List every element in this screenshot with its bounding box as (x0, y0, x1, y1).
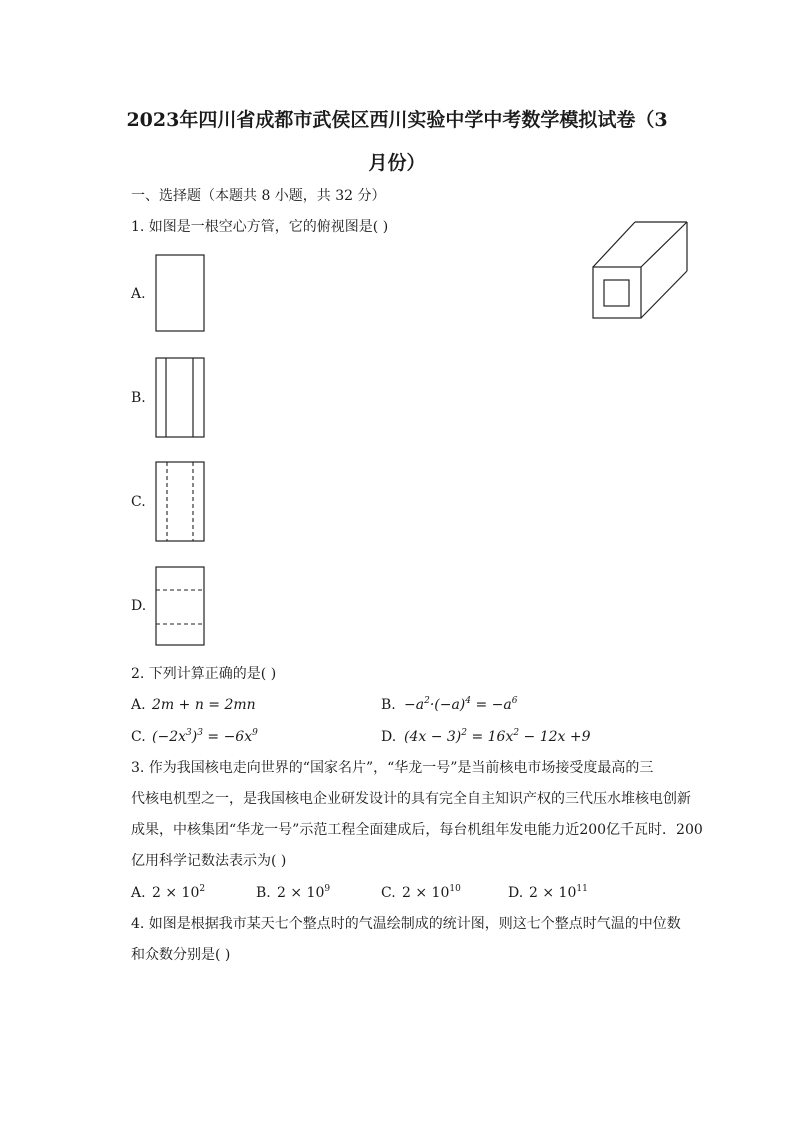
q3-option-b-expr: $2 \times 10^9$ (277, 884, 331, 901)
question-3-line3: 成果，中核集团“华龙一号”示范工程全面建成后，每台机组年发电能力近200亿千瓦时．200 (131, 822, 703, 838)
q2-option-b-expr: $-a^2\cdot(-a)^4 = -a^6$ (404, 696, 518, 713)
q2-option-a-label[interactable]: A. (131, 697, 146, 713)
q3-option-d-expr: $2 \times 10^{11}$ (529, 884, 588, 901)
section-heading: 一、选择题（本题共 8 小题，共 32 分） (131, 188, 386, 204)
q2-option-c-label[interactable]: C. (131, 729, 146, 745)
q1-option-c-label[interactable]: C. (131, 494, 146, 510)
q3-option-a-expr: $2 \times 10^2$ (152, 884, 206, 901)
q3-option-a-label[interactable]: A. (131, 885, 146, 901)
q1-option-a-label[interactable]: A. (131, 286, 146, 302)
q3-option-b-label[interactable]: B. (256, 885, 271, 901)
q1-option-b-label[interactable]: B. (131, 390, 146, 406)
page-title-line1: 2023年四川省成都市武侯区西川实验中学中考数学模拟试卷（3 (126, 109, 668, 131)
q1-option-c-figure (155, 461, 205, 542)
hollow-tube-figure (590, 219, 692, 321)
q3-option-c-label[interactable]: C. (381, 885, 396, 901)
q2-option-d-expr: $(4x - 3)^2 = 16x^2 - 12x +9$ (404, 728, 591, 745)
q1-option-d-figure (155, 566, 205, 646)
question-3-line1: 3. 作为我国核电走向世界的“国家名片”，“华龙一号”是当前核电市场接受度最高的三 (131, 760, 654, 776)
q1-option-d-label[interactable]: D. (131, 598, 147, 614)
question-2-stem: 2. 下列计算正确的是( ) (131, 666, 277, 682)
question-4-line2: 和众数分别是( ) (131, 947, 231, 963)
q3-option-d-label[interactable]: D. (508, 885, 524, 901)
question-1-stem: 1. 如图是一根空心方管，它的俯视图是( ) (131, 219, 389, 235)
question-3-line4: 亿用科学记数法表示为( ) (131, 853, 287, 869)
q2-option-a-expr: 2m + n = 2mn (152, 697, 256, 713)
q3-option-c-expr: $2 \times 10^{10}$ (402, 884, 461, 901)
q2-option-d-label[interactable]: D. (381, 729, 397, 745)
question-3-line2: 代核电机型之一，是我国核电企业研发设计的具有完全自主知识产权的三代压水堆核电创新 (131, 791, 691, 807)
q1-option-a-figure (155, 254, 205, 332)
question-4-line1: 4. 如图是根据我市某天七个整点时的气温绘制成的统计图，则这七个整点时气温的中位数 (131, 916, 681, 932)
page-title-line2: 月份） (368, 152, 426, 174)
q1-option-b-figure (155, 357, 205, 438)
q2-option-c-expr: $(-2x^3)^3 = -6x^9$ (152, 728, 258, 745)
q2-option-b-label[interactable]: B. (381, 697, 396, 713)
